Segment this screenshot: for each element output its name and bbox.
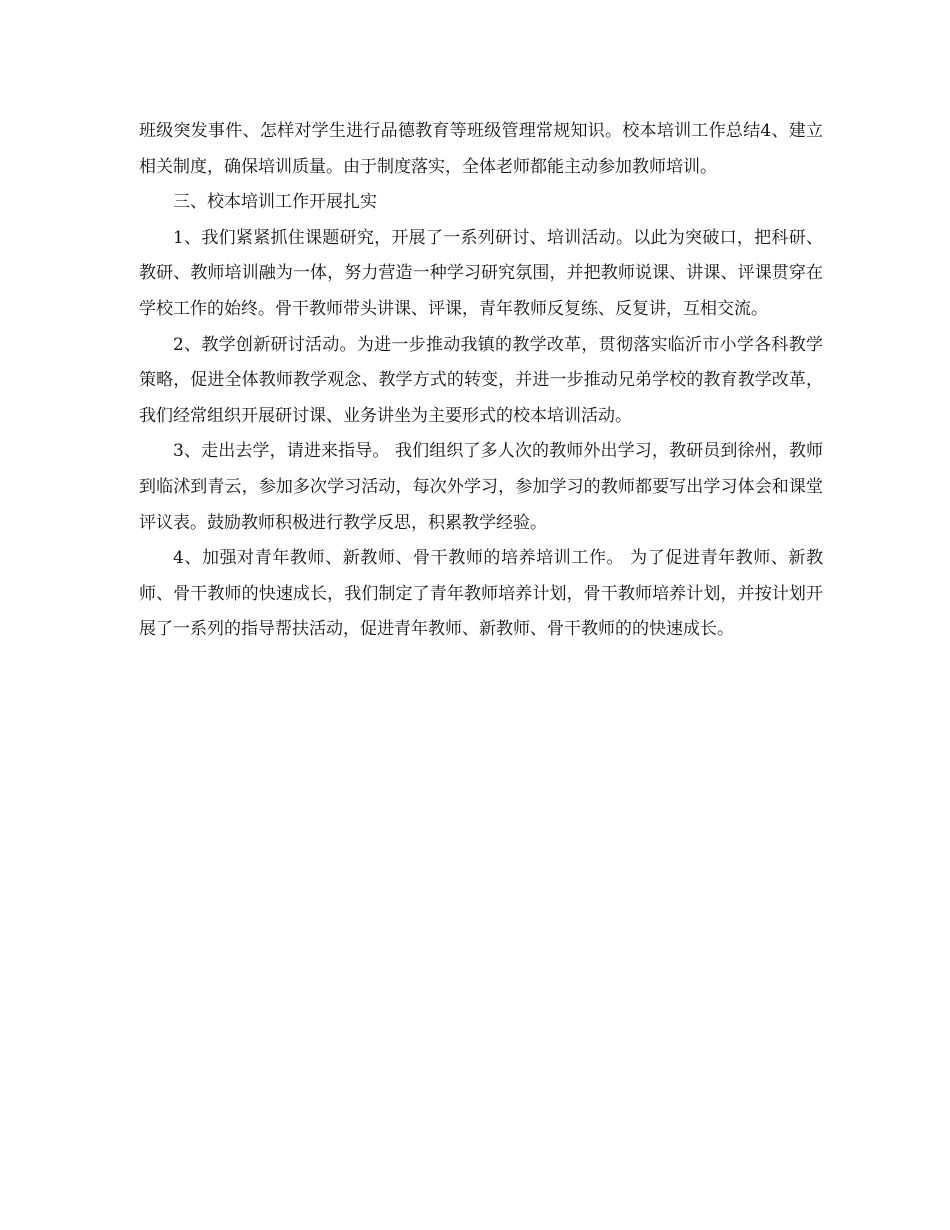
paragraph-item-4: 4、加强对青年教师、新教师、骨干教师的培养培训工作。 为了促进青年教师、新教师、骨干教师的快速成长，我们制定了青年教师培养计划，骨干教师培养计划，并按计划开展了一系列的指导帮扶活动，促进青年教师、新教师、骨干教师的的快速成长。 [139,548,823,640]
paragraph-item-2: 2、教学创新研讨活动。为进一步推动我镇的教学改革，贯彻落实临沂市小学各科教学策略，促进全体教师教学观念、教学方式的转变，并进一步推动兄弟学校的教育教学改革，我们经常组织开展研讨课、业务讲坐为主要形式的校本培训活动。 [139,334,823,426]
section-heading: 三、校本培训工作开展扎实 [173,192,377,213]
document-body [139,114,823,648]
paragraph-item-1: 1、我们紧紧抓住课题研究，开展了一系列研讨、培训活动。以此为突破口，把科研、教研、教师培训融为一体，努力营造一种学习研究氛围，并把教师说课、讲课、评课贯穿在学校工作的始终。骨干教师带头讲课、评课，青年教师反复练、反复讲，互相交流。 [139,227,823,319]
paragraph-item-3: 3、走出去学，请进来指导。 我们组织了多人次的教师外出学习，教研员到徐州，教师到临沭到青云，参加多次学习活动，每次外学习，参加学习的教师都要写出学习体会和课堂评议表。鼓励教师积极进行教学反思，积累教学经验。 [139,441,823,533]
paragraph-continuation: 班级突发事件、怎样对学生进行品德教育等班级管理常规知识。校本培训工作总结4、建立相关制度，确保培训质量。由于制度落实，全体老师都能主动参加教师培训。 [139,121,823,177]
